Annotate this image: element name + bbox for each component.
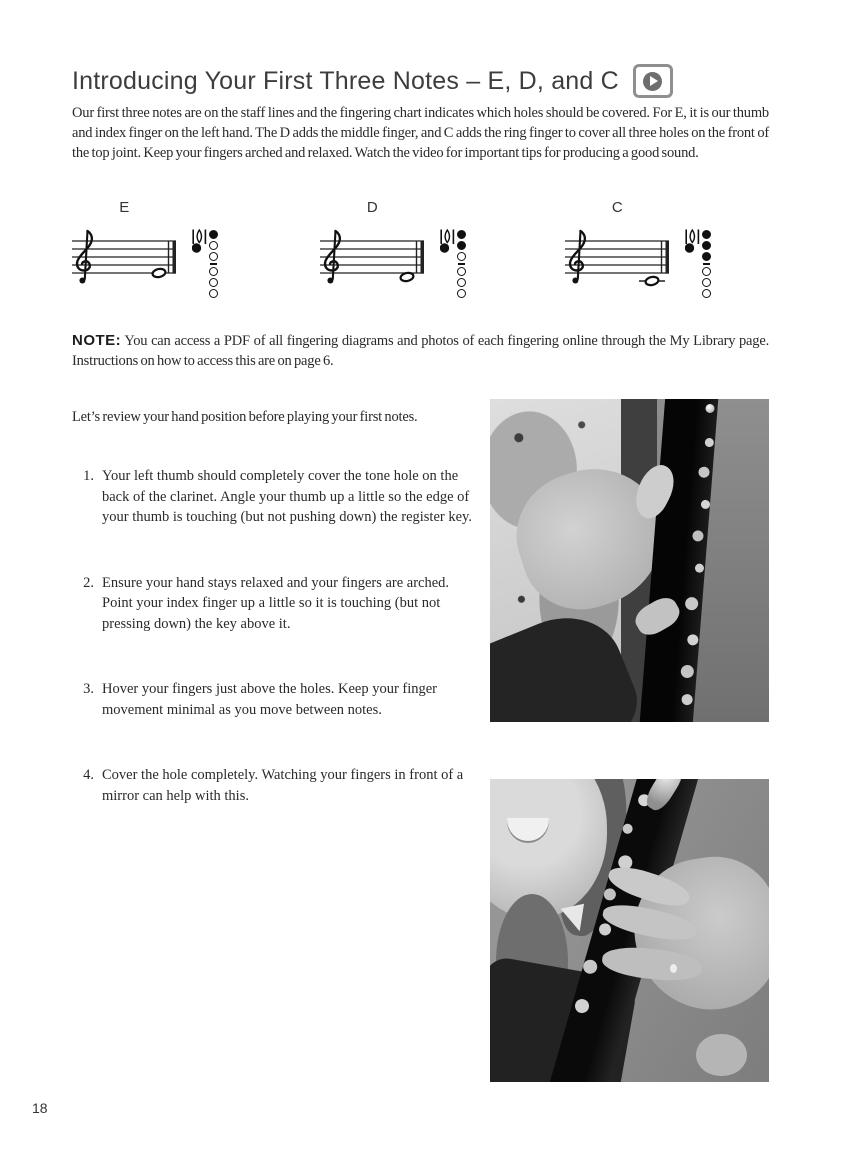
step-number: 2. xyxy=(83,574,94,591)
photo-arched-fingers-on-keys xyxy=(490,779,769,1082)
step-text: Cover the hole completely. Watching your fingers in front of a mirror can help with this. xyxy=(102,767,464,804)
tone-hole-covered xyxy=(702,230,711,239)
note-name-label: D xyxy=(366,199,379,216)
note-text: You can access a PDF of all fingering diagrams and photos of each fingering online through the My Library page. Instructions on how to access this are on page 6. xyxy=(72,333,769,369)
review-intro: Let’s review your hand position before playing your first notes. xyxy=(72,409,418,425)
tone-hole-column xyxy=(702,230,711,298)
tone-hole-open xyxy=(702,278,711,287)
step-number: 3. xyxy=(83,681,94,697)
tone-hole-open xyxy=(457,252,466,261)
step-number: 1. xyxy=(83,468,94,484)
step-number: 4. xyxy=(83,767,94,783)
note-fingering-group xyxy=(72,199,224,311)
page-number: 18 xyxy=(32,1100,48,1116)
joint-separator xyxy=(458,263,465,265)
thumb-hole xyxy=(441,244,449,252)
hand-position-steps xyxy=(72,466,476,851)
tone-hole-covered xyxy=(209,230,218,239)
tone-hole-covered xyxy=(702,241,711,250)
trill-keys xyxy=(642,779,688,814)
section-header xyxy=(72,64,673,98)
tone-hole-covered xyxy=(457,230,466,239)
notes-row xyxy=(0,199,864,311)
tone-hole-open xyxy=(702,289,711,298)
register-key-icon xyxy=(440,228,456,254)
joint-separator xyxy=(703,263,710,265)
fingering-diagram xyxy=(192,228,218,298)
play-video-icon[interactable] xyxy=(633,64,673,98)
staff-notation xyxy=(320,229,432,293)
page-title: Introducing Your First Three Notes – E, D, and C xyxy=(72,66,619,95)
tone-hole-open xyxy=(457,267,466,276)
note-name-label: E xyxy=(119,199,130,216)
step-text: Ensure your hand stays relaxed and your fingers are arched. Point your index finger up a little so it is touching (but not pressing down) the key above it. xyxy=(102,574,450,632)
note-label: NOTE: xyxy=(72,332,122,349)
step-item xyxy=(72,679,476,720)
note-fingering-group xyxy=(320,199,472,311)
step-text: Your left thumb should completely cover the tone hole on the back of the clarinet. Angle your thumb up a little so the edge of your thumb is touching (but not pushing down) the register key. xyxy=(102,468,472,525)
shirt-collar xyxy=(560,904,589,934)
fingering-diagram xyxy=(440,228,466,298)
tone-hole-open xyxy=(457,289,466,298)
intro-paragraph: Our first three notes are on the staff lines and the fingering chart indicates which holes should be covered. For E, it is our thumb and index finger on the left hand. The D adds the middle finger, and C adds the ring finger to cover all three holes on the front of the top joint. Keep your fingers arched and relaxed. Watch the video for important tips for producing a good sound. xyxy=(72,105,769,161)
step-item xyxy=(72,466,476,528)
tone-hole-open xyxy=(209,252,218,261)
tone-hole-open xyxy=(209,278,218,287)
staff-notation xyxy=(72,229,184,293)
staff-notation xyxy=(565,229,677,293)
register-key-icon xyxy=(192,228,208,254)
play-circle xyxy=(643,72,662,91)
tone-hole-open xyxy=(209,241,218,250)
joint-separator xyxy=(210,263,217,265)
thumb-hole xyxy=(686,244,694,252)
tone-hole-open xyxy=(702,267,711,276)
register-key-icon xyxy=(685,228,701,254)
play-triangle-icon xyxy=(650,76,658,86)
tone-hole-open xyxy=(209,289,218,298)
tone-hole-covered xyxy=(702,252,711,261)
tone-hole-open xyxy=(209,267,218,276)
note-paragraph xyxy=(72,331,769,371)
step-text: Hover your fingers just above the holes. Keep your finger movement minimal as you move between notes. xyxy=(102,681,438,718)
tone-hole-column xyxy=(209,230,218,298)
ring xyxy=(670,964,677,973)
step-item xyxy=(72,573,476,635)
tone-hole-covered xyxy=(457,241,466,250)
fingering-diagram xyxy=(685,228,711,298)
photo-left-thumb-on-tone-hole xyxy=(490,399,769,722)
thumb xyxy=(696,1034,746,1076)
thumb-hole xyxy=(193,244,201,252)
note-fingering-group xyxy=(565,199,717,311)
note-name-label: C xyxy=(611,199,624,216)
clarinet-keys xyxy=(705,404,715,414)
tone-hole-column xyxy=(457,230,466,298)
step-item xyxy=(72,765,476,806)
tone-hole-open xyxy=(457,278,466,287)
